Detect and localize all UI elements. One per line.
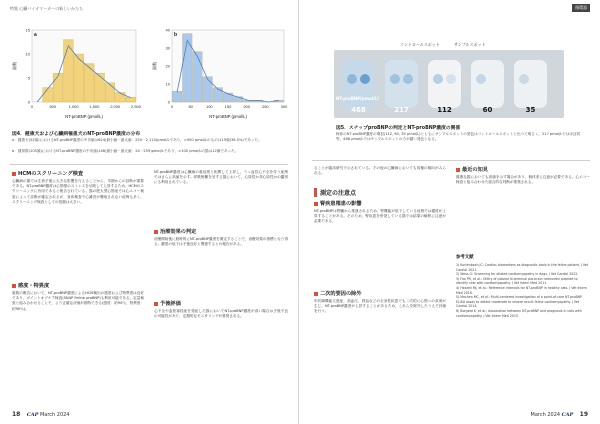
histogram-bar bbox=[43, 88, 53, 102]
histogram-bar bbox=[53, 73, 63, 102]
y-axis-label: 頭数 bbox=[12, 61, 17, 71]
sample-spot bbox=[360, 74, 370, 84]
figure-4 bbox=[10, 22, 288, 127]
x-tick-label: 100 bbox=[205, 104, 213, 109]
y-tick-label: 20 bbox=[165, 63, 170, 69]
histogram-bar bbox=[105, 83, 115, 102]
issue-date: March 2024 bbox=[39, 412, 70, 418]
x-axis-label: NT-proBNP (pmol/L) bbox=[65, 114, 103, 119]
footer-right bbox=[531, 411, 589, 418]
reference-item: 5) Machen MC, et al.: Multi-centered investigation of a point-of-care NT-proBNP ELISA assay to detect moderate to severe occult feline cardiomyopathy. J Vet Cardiol 2014. bbox=[456, 295, 582, 309]
x-tick-label: 150 bbox=[224, 104, 232, 109]
section-heading-hcm-screening: HCMのスクリーニング検査 bbox=[12, 170, 83, 177]
y-tick-label: 0 bbox=[27, 99, 30, 105]
reference-item: 3) Fox PR, et al.: Utility of plasma N-terminal pro-brain natriuretic peptide to identify cats with cardiomyopathy. J Vet Intern Med 2011. bbox=[456, 276, 578, 286]
divider bbox=[312, 160, 590, 161]
reference-item: 1) Kurtenbach JC: Cardiac biomarkers as diagnostic tools in the feline patient. J Vet Cardiol 2021. bbox=[456, 263, 588, 272]
histogram-bar bbox=[126, 97, 136, 102]
control-spot bbox=[433, 74, 443, 84]
references-list bbox=[456, 263, 590, 318]
x-tick-label: 50 bbox=[188, 104, 193, 109]
control-spot bbox=[519, 74, 529, 84]
y-tick-label: 0 bbox=[167, 99, 170, 105]
section-heading-treatment: 治療効果の判定 bbox=[154, 228, 196, 235]
x-axis-label: NT-proBNP (pmol/L) bbox=[209, 114, 247, 119]
snap-device-35 bbox=[514, 60, 547, 108]
snap-test-photo bbox=[334, 50, 564, 118]
paragraph: 心臓病の猫では生命予後に大きな影響を与えることから，早期からの診断が重要である。NT-proBNP濃度は心筋壁のストレスを反映して上昇するため，HCMのスクリーニングに有用であると報告されている。猫の肥大型心筋症では心エコー検査によって診断が確定されるが，身体検査で心雑音が聴取されない症例も多く，スクリーニング検査としての役割は大きい。 bbox=[12, 179, 144, 204]
y-tick-label: 30 bbox=[165, 45, 170, 51]
figure-5-title: 図5．スナップproBNPの判定とNT-proBNP濃度の関係 bbox=[336, 126, 461, 131]
paragraph: NT-proBNP濃度は心臓病の重症度と相関して上昇し，うっ血性心不全を伴う症例ではさらに高値を示す。呼吸困難を呈する猫において，心原性か非心原性かの鑑別にも利用されている。 bbox=[154, 170, 288, 185]
reference-item: 6) Borgeat K, et al.: Association between NT-proBNP and prognosis in cats with cardiomyopathy. J Vet Intern Med 2015. bbox=[456, 308, 582, 318]
bullet-icon bbox=[314, 202, 318, 206]
paragraph: 複数の報告において，NT-proBNP濃度によるHCM検出の感度および特異度は良好であり，ポイントオブケア検査(SNAP Feline proBNP)も利用可能である。定量検査と組み合わせることで，より正確な評価が期待できる(感度：約90％，特異度：約90％)。 bbox=[12, 291, 144, 311]
paragraph: 心不全や血栓塞栓症を発症した猫においてNT-proBNP濃度が高い場合は予後不良の可能性があり，定期的なモニタリングが推奨される。 bbox=[154, 309, 288, 319]
histogram-bar bbox=[116, 92, 126, 102]
y-tick-label: 15 bbox=[25, 27, 30, 33]
figure-4-note-a: a：健康犬(52頭)におけるNT-proBNP濃度の中央値は624(最小値－最大値：250－2,115)pmol/Lであり，>900 pmol/Lのものは19頭(36.5%)であった。 bbox=[12, 138, 262, 142]
sample-spot bbox=[446, 74, 456, 84]
control-spot bbox=[476, 74, 486, 84]
label-sample-spot: サンプルスポット bbox=[454, 42, 486, 47]
left-page bbox=[0, 0, 299, 424]
divider bbox=[10, 164, 288, 165]
bullet-icon bbox=[12, 284, 16, 288]
subheading-kidney: 腎疾患罹患の影響 bbox=[314, 200, 362, 207]
figure-4-title: 図4．健康犬および心臓病罹患犬のNT-proBNP濃度の分布 bbox=[12, 132, 141, 137]
x-tick-label: 0 bbox=[170, 104, 174, 109]
bullet-icon bbox=[314, 292, 318, 296]
histogram-bar bbox=[64, 40, 74, 102]
x-tick-label: 1,500 bbox=[89, 104, 100, 109]
snap-device-112 bbox=[428, 60, 461, 108]
page-number: 18 bbox=[12, 411, 21, 418]
section-heading-notes: 測定の注意点 bbox=[314, 188, 356, 197]
section-heading-sensitivity: 感度・特異度 bbox=[12, 282, 49, 289]
x-tick-label: 2,000 bbox=[110, 104, 121, 109]
histogram-bar bbox=[223, 93, 233, 102]
value-60: 60 bbox=[482, 106, 493, 114]
subheading-secondary: 二次的要因の除外 bbox=[314, 290, 362, 297]
panel-label: b bbox=[174, 32, 178, 38]
x-tick-label: 2,500 bbox=[130, 104, 142, 109]
histogram-bar bbox=[84, 64, 94, 102]
value-217: 217 bbox=[394, 106, 409, 114]
histogram-bar bbox=[172, 91, 182, 102]
x-tick-label: 500 bbox=[49, 104, 57, 109]
panel-label: a bbox=[34, 32, 37, 38]
footer-left bbox=[12, 411, 70, 418]
histogram-bar bbox=[203, 77, 213, 102]
bullet-icon bbox=[154, 230, 158, 234]
reference-item: 2) Wess G: Screening for dilated cardiomyopathy in dogs. J Vet Cardiol 2022. bbox=[456, 272, 579, 277]
histogram-a bbox=[10, 22, 142, 122]
paragraph: 甲状腺機能亢進症，高血圧，貧血などの全身性疾患でも二次的に心筋への負荷が生じ，NT-proBNP濃度が上昇することがあるため，これらを除外したうえで評価を行う。 bbox=[314, 299, 446, 314]
x-tick-label: 250 bbox=[261, 104, 269, 109]
value-468: 468 bbox=[351, 106, 366, 114]
histogram-bar bbox=[193, 52, 203, 102]
y-label: NT-proBNP(pmol/L) bbox=[336, 96, 379, 101]
right-page bbox=[302, 0, 600, 424]
control-spot bbox=[347, 74, 357, 84]
x-tick-label: 1,000 bbox=[68, 104, 79, 109]
histogram-b bbox=[150, 22, 290, 122]
figure-5 bbox=[334, 42, 564, 122]
references-title: 参考文献 bbox=[456, 255, 474, 260]
control-spot bbox=[390, 74, 400, 84]
running-head: 特集 心臓バイオマーカーの新しいかたち bbox=[10, 6, 84, 11]
section-heading-prognosis: 予後評価 bbox=[154, 300, 181, 307]
sample-spot bbox=[403, 74, 413, 84]
figure-5-note: 検体のNT-proBNP濃度の増加(112, 60, 35 pmol/L)とともにサンプルスポットの発色はコントロールスポットと比べて明るく，217 pmol/Lではほぼ同等，468 pmol/Lではサンプルスポットの方が濃い発色となる。 bbox=[336, 132, 581, 141]
y-tick-label: 10 bbox=[165, 81, 170, 87]
snap-device-217 bbox=[385, 60, 418, 108]
x-tick-label: 0 bbox=[30, 104, 34, 109]
histogram-bar bbox=[95, 73, 105, 102]
bullet-icon bbox=[12, 172, 16, 176]
histogram-bar bbox=[213, 88, 223, 102]
category-tag: 循環器 bbox=[572, 4, 590, 12]
section-heading-recent: 最近の知見 bbox=[456, 166, 488, 173]
value-112: 112 bbox=[437, 106, 452, 114]
bullet-icon bbox=[456, 168, 460, 172]
x-tick-label: 300 bbox=[280, 104, 288, 109]
paragraph: 健康な猫においても高値を示す場合があり，個体差に注意が必要である。心エコー検査と組み合わせた総合的な判断が推奨される。 bbox=[456, 175, 590, 185]
paragraph: 治療開始後に経時的にNT-proBNP濃度を測定することで，治療効果の指標となり得る。濃度の低下は予後良好と関連するとの報告がある。 bbox=[154, 237, 288, 247]
x-tick-label: 200 bbox=[243, 104, 251, 109]
histogram-bar bbox=[182, 34, 192, 102]
issue-date: March 2024 bbox=[530, 412, 561, 418]
label-control-spot: コントロールスポット bbox=[400, 42, 440, 47]
y-tick-label: 5 bbox=[27, 75, 30, 81]
reference-item: 4) Hezzell MJ, et al.: Reference intervals for NT-proBNP in healthy cats. J Vet Intern Med 2016. bbox=[456, 285, 587, 295]
bullet-icon bbox=[154, 302, 158, 306]
snap-device-60 bbox=[471, 60, 504, 108]
page-number: 19 bbox=[579, 411, 588, 418]
figure-4-note-b: b：健常群(105頭)におけるNT-proBNP濃度の中央値は46(最小値－最大値：24－259)pmol/Lであり，>100 pmol/Lの猫は12頭であった。 bbox=[12, 149, 239, 153]
value-35: 35 bbox=[525, 106, 536, 114]
paragraph: ることが臨床研究で示されている。その他の心臓病においても同様の傾向がみられる。 bbox=[314, 166, 446, 176]
y-tick-label: 10 bbox=[25, 51, 30, 57]
y-tick-label: 40 bbox=[165, 27, 170, 33]
brand-logo: CAP bbox=[561, 412, 574, 418]
paragraph: NT-proBNPは腎臓から排泄されるため，腎機能が低下している症例では濃度が上昇することがある。そのため，腎疾患を併発している猫では結果の解釈に注意が必要である。 bbox=[314, 209, 446, 224]
brand-logo: CAP bbox=[26, 412, 39, 418]
y-axis-label: 頭数 bbox=[152, 61, 157, 71]
